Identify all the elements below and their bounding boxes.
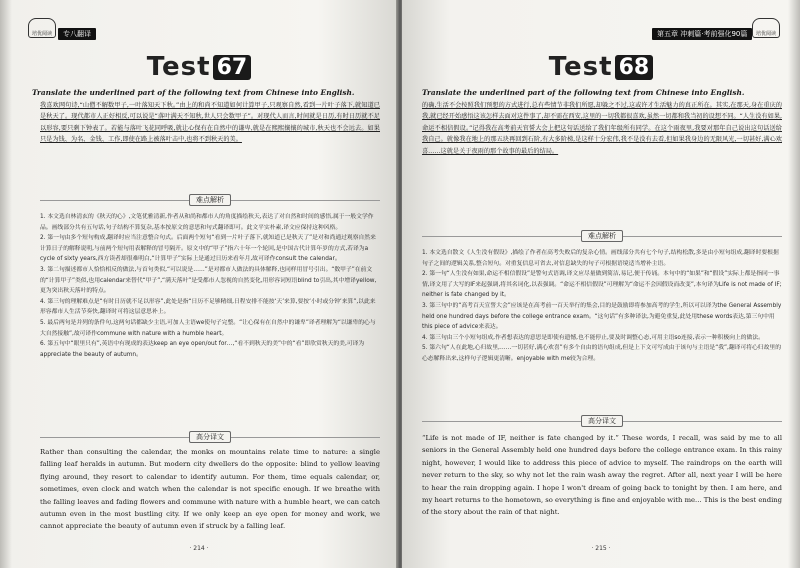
notes-list: [40, 212, 380, 360]
source-text: 我喜欢网句诗,“山僧不解数甲子,一叶落知天下秋。”由上的和尚不知道如何计算甲子,只观察自然,看到一片叶子落下,就知道已是秋天了。现代都市人正好相反,可以说是“落叶满天不知秋,世人只会数甲子”。对现代人而言,时间就是日历,有时日历就不足以形容,要只剩下钟表了。若能与落叶飞花同呼吸,就让心保有在自然中的谦卑,就是在熙熙攘攘的城市,秋天也不会远去。如果只是为钱、为名、金钱、工作,即使在路上被落叶击中,也将不到秋天的美。: [40, 102, 380, 144]
test-number: 67: [213, 55, 252, 80]
translation-text: Rather than consulting the calendar, the monks on mountains relate time to nature: a single falling leaf heralds in autumn. But modern city dwellers do the opposite: blind to yellow leaving flying around, they resort to calendar to identify autumn. For them, time equals calendar, or, sometimes, even clock and watch when the calendar is not specific enough. If we breathe with the falling leaves and fading flowers and commune with nature with a humble heart, we can catch autumn even in the most bustling city. If we only keep an eye open for money and work, we cannot appreciate the beauty of autumn even if struck by a falling leaf.: [40, 448, 380, 531]
page-title: [0, 52, 398, 82]
page-number: · 215 ·: [591, 545, 611, 552]
instruction: Translate the underlined part of the following text from Chinese into English.: [32, 88, 355, 97]
translation-heading: [422, 415, 782, 427]
note-item: 2. 第一句由多个短句构成,翻译时应当注意整合句式。后面两个短句“看到一片叶子落下,就知道已是秋天了”是对和尚通过观察自然来计算日子的解释说明,与前两个短句用表解释的冒号隔开。原文中的“甲子”指六十年一个轮回,是中国古代计算年岁的方式,若译为a cycle of sixty years,西方读者却很难明白,“计算甲子”实际上是通过日历来看年月,故可译作consult the calendar。: [40, 235, 376, 263]
notes-heading: [422, 230, 782, 242]
note-item: 4. 第三句由三个小短句组成,作者想表达的意思是即使有遗憾,也不能停止,要及时调整心态,可用主语so连接,表示一种积极向上的做法。: [422, 334, 764, 341]
translation-heading: [40, 431, 380, 443]
left-page: [0, 0, 398, 568]
source-paragraph: [422, 100, 782, 157]
notes-heading-text: 难点解析: [189, 194, 231, 206]
note-item: 1. 本文选自散文《人生没有假设》,描绘了作者在高考失败后的复杂心情。画线部分共有七个句子,结构松散,多是由小短句组成,翻译时要根据句子之间的逻辑关系,整合短句。对重复信息可省去,对信息缺失的句子可根据语境适当增补主语。: [422, 250, 779, 267]
note-item: 6. 第五句中“眼里只有”,英语中有现成的表达keep an eye open/out for…,“看不到秋天的美”中的“看”即欣赏秋天的美,可译为appreciate the beauty of autumn。: [40, 341, 365, 358]
note-item: 1. 本文选自林清玄的《秋天的心》,文笔优雅清新,作者从和尚和都市人的角度描绘秋天,表达了对自然和时间的感悟,属于一般文学作品。画线部分共有五句话,句子结构不算复杂,基本按原文的意思和句式翻译即可。此文平实朴素,译文应保持这种风格。: [40, 214, 374, 231]
translation-heading-text: 高分译文: [581, 415, 623, 427]
brand-text: 培优阅读: [31, 31, 52, 37]
translation-text: “Life is not made of IF, neither is fate changed by it.” These words, I recall, was said by me to all seniors in the General Assembly held one hundred days before the college entrance exam. In this rainy night, however, I would like to address this piece of advice to myself. The raindrops on the earth will never return to the sky, so why not let the rain wash away the regret. After all, next year I will be here to hear the rain dropping again. I hope I won't dream of going back to tonight by then. I am here, and my heart returns to the hometown, so everything is fine and enjoyable with me... This is the best ending of the story about the rain of that night.: [422, 434, 782, 517]
source-text: 的确,生活不会按照我们预想的方式进行,总有些情节非我们所愿,却躲之不过,这或许才生活魅力的真正所在。其实,在那天,身在重庆的我,就已经开始感悟这该怎样去面对这件事了,却不需在西安,这里的一切我都很喜欢,虽然一切都和我当初的设想不同。“人生没有如果,命运不相信假设。”记得我在高考前天官誓大会上把这句话送给了我们年级所有同学。在这个雨夜里,我要对那年自己说出这句话送给我自己。就像我在地上的那五块再回到石阶,有大多阶梯,是这样十分宏伟,我不是没有去看,但如果我身边的无限风光,一切甚好,满心欢喜……这就是关于夜雨的那个故事的最后的结局。: [422, 102, 782, 155]
note-item: 4. 第三句的理解难点是“有时日历就不足以形容”,此处是指“日历不足够精细,日程安排不能按‘天’来算,要按‘小时或分钟’来算”,以此来形容都市人生活节奏快,翻译时可将这层意思补上。: [40, 298, 376, 316]
test-word: Test: [548, 52, 613, 82]
translation-heading-text: 高分译文: [189, 431, 231, 443]
brand-logo: [752, 18, 780, 38]
note-item: 3. 第二句描述都市人恰恰相反的做法,与首句类似,“可以说是……”是对都市人做法的具体解释,也同样用冒号引出。“数甲子”在前文的“计算甲子”类似,也用calendar来替代“甲子”,“满天落叶”是受都市人忽视的自然变化,用形容词短语blind to引出,其中增译yellow,更为突出秋天落叶的特点。: [40, 266, 377, 295]
note-item: 2. 第一句“人生没有如果,命运不相信假设”是警句式语调,译文应尽量做到简洁,易记,便于传诵。本句中的“如果”和“假设”实际上都是指同一事情,译文用了大写的IF来起强调,将其名词化,以表强调。“命运不相信假设”可理解为“命运不会因假设而改变”,本句译为Life is not made of IF; neither is fate changed by it。: [422, 271, 782, 299]
page-number: · 214 ·: [189, 545, 209, 552]
test-word: Test: [146, 52, 211, 82]
right-page: [402, 0, 800, 568]
note-item: 3. 第三句中的“高考百天宣誓大会”应该是在高考前一百天举行的集会,目的是鼓励即将参加高考的学生,所以可以译为the General Assembly held one hundred days before the college entrance exam。“这句话”有多种译法,为避免重复,此处用these words表达,第三句中用this piece of advice来表达。: [422, 302, 782, 331]
note-item: 5. 第六句“人在此地,心归故里,……一切甚好,满心欢喜”有多个自由的语句组成,但是上下文可写成由于该句与主语是“我”,翻译可将心归故里的心态解释出来,这样句子逻辑更清晰。enjoyable with me较为合理。: [422, 345, 782, 362]
brand-logo: [28, 18, 56, 38]
notes-heading-text: 难点解析: [581, 230, 623, 242]
section-tag: 专八翻译: [58, 28, 96, 40]
header-tag: 第五章 冲刺篇·考前强化90篇: [652, 28, 752, 40]
test-number: 68: [615, 55, 654, 80]
source-paragraph: [40, 100, 380, 146]
notes-heading: [40, 194, 380, 206]
notes-list: [422, 248, 782, 365]
page-title: [402, 52, 800, 82]
instruction: Translate the underlined part of the following text from Chinese into English.: [422, 88, 745, 97]
brand-text: 培优阅读: [755, 31, 776, 37]
note-item: 5. 最后两句是并列的条件句,这两句话都缺少主语,可加人主语we使句子完整。“让心保有在自然中的谦卑”译者理解为“以谦卑的心与大自然接触”,故可译作commune with nature with a humble heart。: [40, 319, 376, 337]
